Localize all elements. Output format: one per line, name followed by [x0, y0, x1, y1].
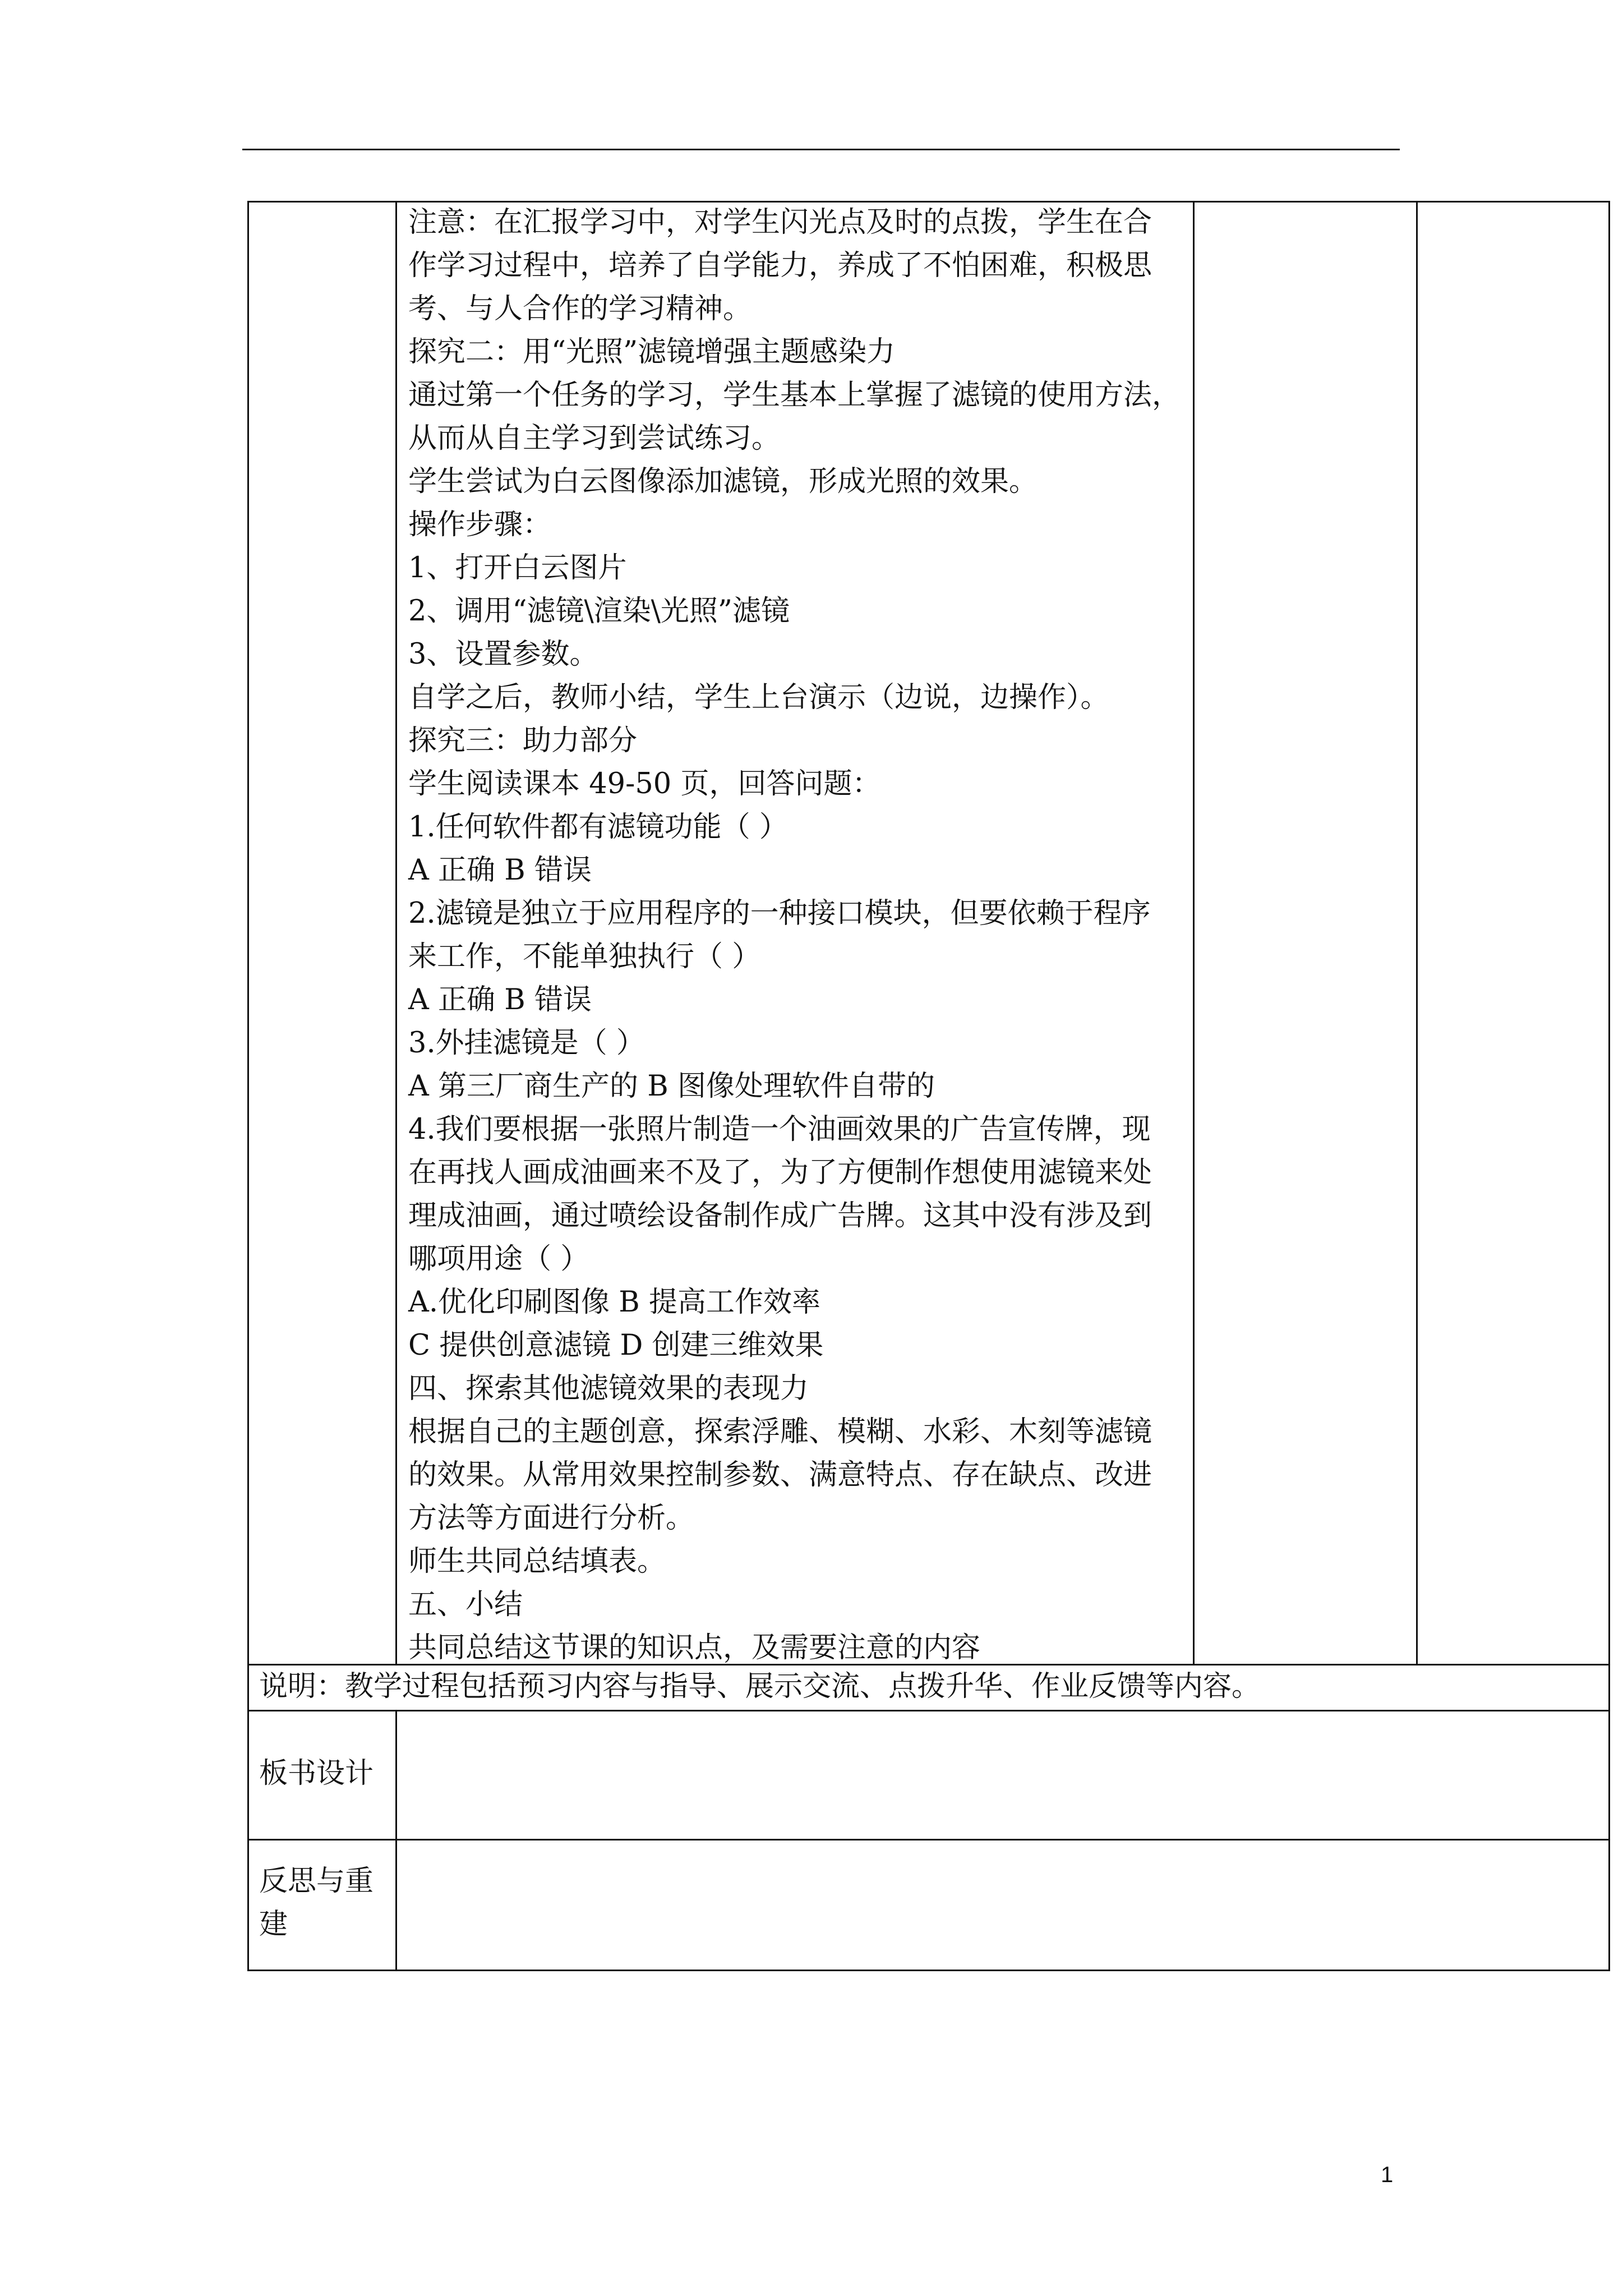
content-line: 注意：在汇报学习中，对学生闪光点及时的点拨，学生在合: [408, 206, 1152, 239]
table-border-bottom: [247, 1970, 1610, 1971]
content-line: 来工作，不能单独执行（ ）: [408, 940, 761, 973]
table-col-divider-3: [1416, 201, 1418, 1664]
content-line: 根据自己的主题创意，探索浮雕、模糊、水彩、木刻等滤镜: [408, 1415, 1152, 1448]
table-row-divider-reflection: [247, 1839, 1610, 1841]
content-line: 通过第一个任务的学习，学生基本上掌握了滤镜的使用方法，: [408, 379, 1181, 412]
content-line: 理成油画，通过喷绘设备制作成广告牌。这其中没有涉及到: [408, 1199, 1152, 1232]
content-line: 共同总结这节课的知识点，及需要注意的内容: [408, 1631, 981, 1664]
content-line: A 第三厂商生产的 B 图像处理软件自带的: [408, 1070, 935, 1103]
content-line: 从而从自主学习到尝试练习。: [408, 422, 781, 455]
content-line: 师生共同总结填表。: [408, 1545, 666, 1578]
content-line: 探究二：用“光照”滤镜增强主题感染力: [408, 335, 896, 369]
page-number: 1: [1381, 2162, 1394, 2187]
content-line: 4.我们要根据一张照片制造一个油画效果的广告宣传牌，现: [408, 1113, 1151, 1146]
content-line: 五、小结: [408, 1588, 523, 1621]
content-line: 考、与人合作的学习精神。: [408, 292, 752, 325]
table-border-right: [1608, 201, 1610, 1971]
content-line: A 正确 B 错误: [408, 983, 592, 1016]
content-line: A.优化印刷图像 B 提高工作效率: [408, 1286, 820, 1319]
content-line: 在再找人画成油画来不及了，为了方便制作想使用滤镜来处: [408, 1156, 1152, 1189]
table-col-divider-1-lower: [395, 1710, 397, 1971]
content-line: 哪项用途（ ）: [408, 1243, 589, 1276]
content-line: 2.滤镜是独立于应用程序的一种接口模块，但要依赖于程序: [408, 897, 1151, 930]
header-rule: [242, 149, 1400, 150]
note-text: 说明：教学过程包括预习内容与指导、展示交流、点拨升华、作业反馈等内容。: [259, 1670, 1261, 1703]
reflection-label-line2: 建: [259, 1908, 288, 1941]
content-line: 操作步骤：: [408, 508, 552, 541]
content-line: 1.任何软件都有滤镜功能（ ）: [408, 811, 788, 844]
content-line: A 正确 B 错误: [408, 854, 592, 887]
content-line: 1、打开白云图片: [408, 551, 627, 585]
content-line: 方法等方面进行分析。: [408, 1502, 695, 1535]
reflection-label-line1: 反思与重: [259, 1865, 374, 1898]
teaching-process-content: [408, 201, 1193, 1669]
content-line: 的效果。从常用效果控制参数、满意特点、存在缺点、改进: [408, 1458, 1152, 1492]
content-line: 四、探索其他滤镜效果的表现力: [408, 1372, 809, 1405]
content-line: 自学之后，教师小结，学生上台演示（边说，边操作）。: [408, 681, 1109, 714]
content-line: 学生尝试为白云图像添加滤镜，形成光照的效果。: [408, 465, 1038, 498]
board-design-label: 板书设计: [259, 1757, 374, 1790]
content-line: 3.外挂滤镜是（ ）: [408, 1027, 645, 1060]
table-row-divider-board: [247, 1710, 1610, 1711]
content-line: C 提供创意滤镜 D 创建三维效果: [408, 1329, 824, 1362]
content-line: 3、设置参数。: [408, 638, 598, 671]
table-border-left: [247, 201, 249, 1971]
table-col-divider-1: [395, 201, 397, 1664]
content-line: 2、调用“滤镜\渲染\光照”滤镜: [408, 595, 790, 628]
content-line: 探究三：助力部分: [408, 724, 638, 757]
content-line: 学生阅读课本 49-50 页，回答问题：: [408, 767, 881, 800]
content-line: 作学习过程中，培养了自学能力，养成了不怕困难，积极思: [408, 249, 1152, 282]
